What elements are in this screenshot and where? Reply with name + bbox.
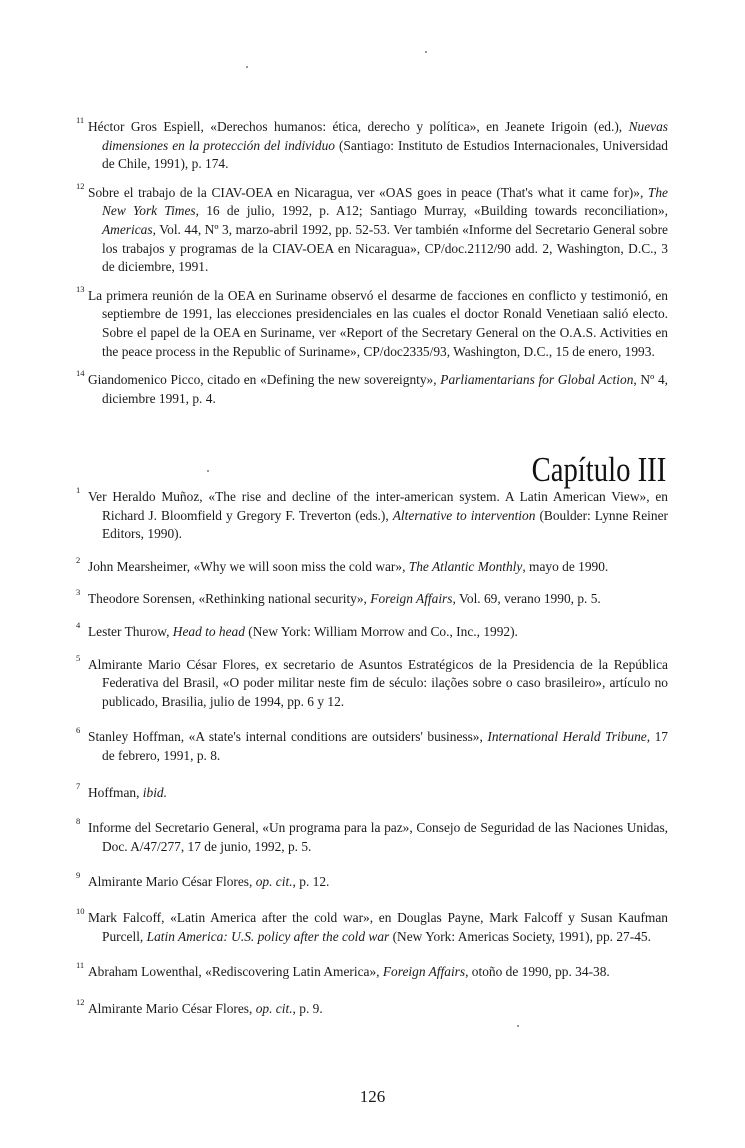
scan-speck [207, 470, 209, 472]
footnote-segment: Sobre el trabajo de la CIAV-OEA en Nicaragua, ver «OAS goes in peace (That's what it came for)», [88, 184, 648, 200]
footnote-segment: Héctor Gros Espiell, «Derechos humanos: ética, derecho y política», en Jeanete Irigoin (ed.), [88, 119, 629, 134]
footnotes-bottom [76, 485, 669, 1018]
footnote-number: 13 [76, 283, 85, 294]
footnote-segment: , 16 de julio, 1992, p. A12; Santiago Murray, «Building towards reconciliation», [195, 203, 669, 219]
footnote-number: 2 [76, 554, 81, 565]
footnote-segment: (New York: William Morrow and Co., Inc., 1992). [244, 623, 518, 639]
footnote-italic: Alternative to intervention [392, 507, 536, 523]
footnote-segment: Almirante Mario César Flores, ex secretario de Asuntos Estratégicos de la Presidencia de la República Federativa del Brasil, «O poder militar neste fim de século: ilações sobre o caso brasileiro», artículo no publicado, Brasilia, julio de 1994, pp. 6 y 12. [88, 656, 668, 709]
footnote-segment: Informe del Secretario General, «Un programa para la paz», Consejo de Seguridad de las Naciones Unidas, Doc. A/47/277, 17 de junio, 1992, p. 5. [88, 820, 668, 854]
footnote-segment: (Boulder: Lynne Reiner Editors, 1990). [102, 507, 668, 542]
footnote-number: 10 [76, 905, 85, 916]
footnote-italic: Head to head [172, 623, 245, 639]
page-number: 126 [359, 1087, 386, 1106]
footnote-number: 7 [76, 780, 81, 791]
footnote-segment: Abraham Lowenthal, «Rediscovering Latin America», [88, 964, 383, 980]
footnote-segment: , 17 de febrero, 1991, p. 8. [102, 729, 669, 763]
footnote-italic: Latin America: U.S. policy after the cold war [146, 928, 390, 944]
footnote-segment: John Mearsheimer, «Why we will soon miss the cold war», [88, 558, 409, 574]
footnote [76, 996, 668, 1019]
footnote-number: 12 [76, 996, 85, 1007]
footnote [76, 619, 668, 642]
footnote-number: 8 [76, 816, 81, 827]
footnote-segment: La primera reunión de la OEA en Suriname observó el desarme de facciones en conflicto y testimonió, en septiembre de 1991, las elecciones presidenciales en las cuales el doctor Ronald Venetiaan salió electo. Sobre el papel de la OEA en Suriname, ver «Report of the Secretary General on the O.A.S. Activities en the peace process in the Republic of Suriname», CP/doc2335/93, Washington, D.C., 15 de enero, 1993. [88, 287, 668, 359]
scan-speck [425, 51, 427, 53]
footnote-number: 11 [76, 115, 85, 125]
footnote-number: 9 [76, 870, 81, 881]
footnote-segment: , p. 9. [292, 1000, 323, 1016]
footnote-segment: Almirante Mario César Flores, [88, 1000, 256, 1016]
footnote-text [88, 873, 668, 892]
footnote-number: 1 [76, 485, 81, 495]
footnote-segment: Giandomenico Picco, citado en «Defining the new sovereignty», [88, 372, 441, 388]
footnote-segment: Ver Heraldo Muñoz, «The rise and decline of the inter-american system. A Latin American View», en Richard J. Bloomfield y Gregory F. Treverton (eds.), [88, 489, 668, 523]
footnote-text [88, 590, 668, 609]
footnote-italic: op. cit. [255, 874, 293, 890]
footnote-segment: Almirante Mario César Flores, [88, 874, 256, 890]
footnote-text [88, 656, 668, 712]
footnote-segment: Hoffman, [88, 784, 143, 800]
footnote-text [88, 819, 668, 856]
footnote-segment: , Vol. 44, Nº 3, marzo-abril 1992, pp. 52-53. Ver también «Informe del Secretario General sobre los trabajos y programas de la CIAV-OEA en Nicaragua», CP/doc.2112/90 add. 2, Washington, D.C., 3 de diciembre, 1991. [102, 221, 668, 275]
footnote [76, 725, 669, 765]
footnote [76, 368, 668, 408]
footnote [76, 283, 668, 361]
footnote-segment: Theodore Sorensen, «Rethinking national security», [88, 591, 371, 607]
footnote-segment: , p. 12. [292, 874, 330, 890]
footnote-number: 12 [76, 180, 85, 191]
footnote-text [88, 623, 668, 642]
footnote-italic: ibid. [142, 784, 167, 800]
scan-speck [517, 1025, 519, 1027]
footnote [76, 485, 668, 544]
footnote [76, 587, 668, 609]
footnote-number: 4 [76, 619, 81, 630]
footnote-segment: (Santiago: Instituto de Estudios Internacionales, Universidad de Chile, 1991), p. 174. [102, 137, 668, 172]
footnote-italic: Parliamentarians for Global Action [440, 372, 634, 388]
footnote-segment: Mark Falcoff, «Latin America after the cold war», en Douglas Payne, Mark Falcoff y Susan Kaufman Purcell, [88, 909, 668, 944]
footnote [76, 905, 668, 946]
footnote-italic: op. cit. [255, 1000, 293, 1016]
footnote-italic: The New York Times [102, 184, 668, 219]
footnotes-top [76, 115, 669, 408]
footnote-segment: (New York: Americas Society, 1991), pp. 27-45. [389, 928, 651, 944]
footnote [76, 115, 668, 174]
footnote-number: 14 [76, 368, 85, 379]
footnote-number: 6 [76, 725, 81, 736]
footnote-segment: , otoño de 1990, pp. 34-38. [465, 964, 610, 980]
footnote [76, 554, 668, 577]
footnote-text [88, 184, 668, 277]
footnote-number: 3 [76, 587, 81, 598]
footnote-italic: Nuevas dimensiones en la protección del individuo [102, 119, 668, 153]
scan-speck [246, 66, 248, 68]
footnote-italic: Foreign Affairs [370, 591, 453, 607]
footnote [76, 870, 668, 892]
footnote [76, 180, 669, 277]
chapter-title: Capítulo III [531, 450, 666, 489]
footnote-text [88, 909, 668, 946]
footnote-number: 11 [76, 960, 85, 971]
footnote-italic: Foreign Affairs [382, 964, 466, 980]
footnote-segment: Lester Thurow, [88, 623, 173, 639]
footnote-italic: Americas [102, 221, 153, 237]
footnote-text [88, 1000, 668, 1019]
footnote-italic: The Atlantic Monthly [408, 558, 523, 574]
footnote-segment: , Nº 4, diciembre 1991, p. 4. [102, 372, 668, 406]
footnote-segment: , Vol. 69, verano 1990, p. 5. [452, 591, 601, 607]
footnote-text [88, 287, 668, 361]
footnote-text [88, 963, 668, 982]
footnote [76, 780, 668, 803]
footnote [76, 960, 668, 982]
footnote-text [88, 784, 668, 803]
footnote [76, 816, 668, 856]
footnote-text [88, 558, 668, 577]
footnote-text [88, 118, 668, 174]
footnote-text [88, 488, 668, 544]
footnote-italic: International Herald Tribune [487, 729, 647, 745]
footnote-list-top [76, 115, 669, 408]
footnote-segment: , mayo de 1990. [522, 558, 609, 574]
footnote [76, 652, 668, 712]
footnote-segment: Stanley Hoffman, «A state's internal conditions are outsiders' business», [88, 729, 488, 745]
footnote-list-bottom [76, 485, 669, 1018]
footnote-number: 5 [76, 652, 81, 663]
footnote-text [88, 371, 668, 408]
footnote-text [88, 728, 668, 765]
